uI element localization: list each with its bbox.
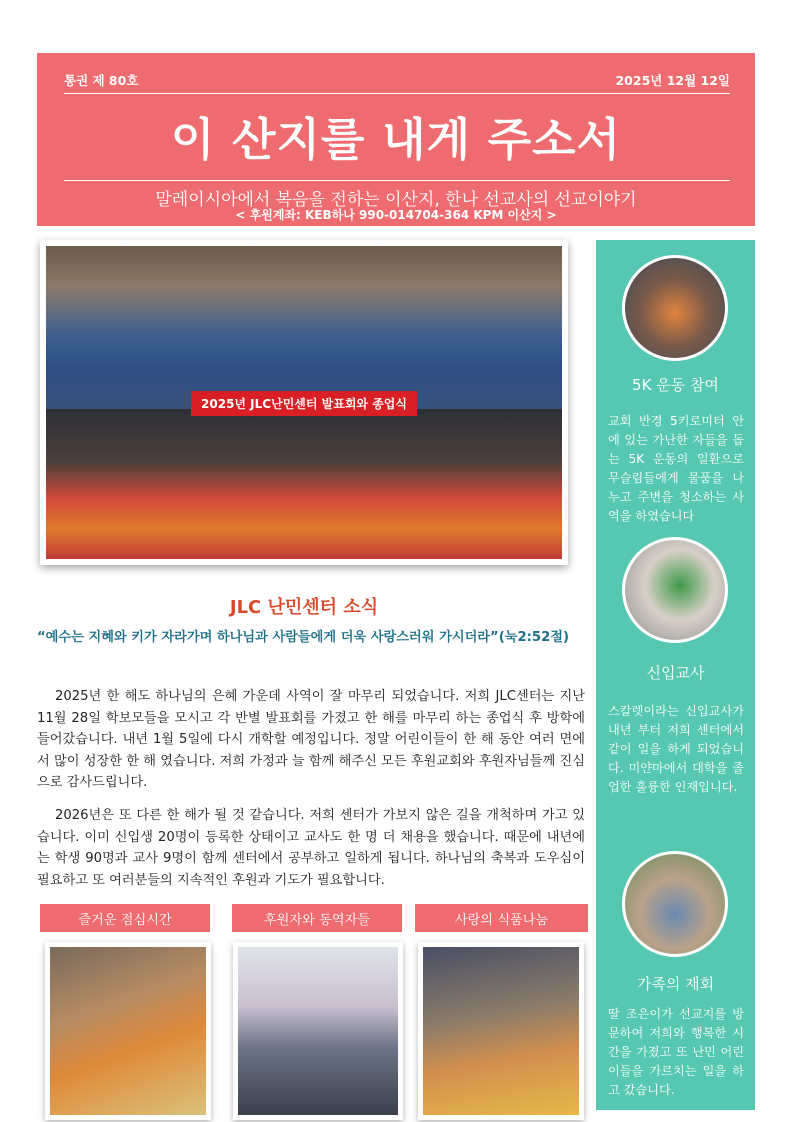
issue-date: 2025년 12월 12일	[615, 73, 730, 88]
article-paragraph: 2026년은 또 다른 한 해가 될 것 같습니다. 저희 센터가 가보지 않은 길을 개척하며 가고 있습니다. 이미 신입생 20명이 등록한 상태이고 교사도 한 명 더 채용을 했습니다. 때문에 내년에는 학생 90명과 교사 9명이 함께 센터에서 공부하고 일하게 됩니다. 하나님의 축복과 도우심이 필요하고 또 여러분들의 지속적인 후원과 기도가 필요합니다.	[37, 808, 585, 888]
gallery-label: 즐거운 점심시간	[40, 904, 210, 932]
gallery-photo-food-sharing	[418, 942, 584, 1120]
main-photo-caption: 2025년 JLC난민센터 발표회와 종업식	[191, 391, 417, 416]
masthead	[37, 53, 755, 226]
sidebar-photo-new-teacher	[622, 537, 728, 643]
newsletter-title: 이 산지를 내게 주소서	[170, 113, 622, 166]
photo	[50, 947, 206, 1115]
sidebar-photo-5k	[622, 255, 728, 361]
sidebar	[596, 240, 755, 1110]
sidebar-photo-family	[622, 851, 728, 957]
sidebar-text: 딸 조은이가 선교지를 방문하여 저희와 행복한 시간을 가졌고 또 난민 어린이들을 가르치는 일을 하고 갔습니다.	[608, 1007, 744, 1097]
main-photo	[46, 246, 562, 559]
divider	[64, 93, 730, 94]
sidebar-heading: 신입교사	[646, 664, 705, 682]
gallery-label: 사랑의 식품나눔	[415, 904, 588, 932]
bible-verse: “예수는 지혜와 키가 자라가며 하나님과 사람들에게 더욱 사랑스러워 가시더라”(눅2:52절)	[37, 630, 570, 645]
gallery-label: 후원자와 동역자들	[232, 904, 402, 932]
issue-number: 통권 제 80호	[64, 73, 139, 88]
gallery-photo-supporters	[233, 942, 403, 1120]
sidebar-heading: 5K 운동 참여	[632, 376, 719, 394]
photo	[238, 947, 398, 1115]
main-photo-frame	[40, 240, 568, 565]
article-title: JLC 난민센터 소식	[229, 597, 379, 618]
sidebar-text: 스칼렛이라는 신입교사가 내년 부터 저희 센터에서 같이 일을 하게 되었습니다. 미얀마에서 대학을 졸업한 훌륭한 인재입니다.	[608, 704, 744, 794]
group-photo-bottom	[46, 409, 562, 559]
divider	[64, 180, 730, 181]
donation-account: < 후원계좌: KEB하나 990-014704-364 KPM 이산지 >	[235, 208, 557, 222]
newsletter-subtitle: 말레이시아에서 복음을 전하는 이산지, 한나 선교사의 선교이야기	[155, 190, 637, 210]
photo	[423, 947, 579, 1115]
sidebar-heading: 가족의 재회	[636, 975, 715, 993]
group-photo-top	[46, 246, 562, 409]
gallery-photo-lunch	[45, 942, 211, 1120]
sidebar-text: 교회 반경 5키로미터 안에 있는 가난한 자들을 돕는 5K 운동의 일환으로 무슬림들에게 물품을 나누고 주변을 청소하는 사역을 하였습니다	[608, 414, 744, 523]
article-paragraph: 2025년 한 해도 하나님의 은혜 가운데 사역이 잘 마무리 되었습니다. 저희 JLC센터는 지난 11월 28일 학보모들을 모시고 각 반별 발표회를 가졌고 한 해를 마무리 하는 종업식 후 방학에 들어갔습니다. 내년 1월 5일에 다시 개학할 예정입니다. 정말 어린이들이 한 해 동안 여러 면에서 많이 성장한 한 해 였습니다. 저희 가정과 늘 함께 해주신 모든 후원교회와 후원자님들께 진심으로 감사드립니다.	[37, 689, 585, 791]
